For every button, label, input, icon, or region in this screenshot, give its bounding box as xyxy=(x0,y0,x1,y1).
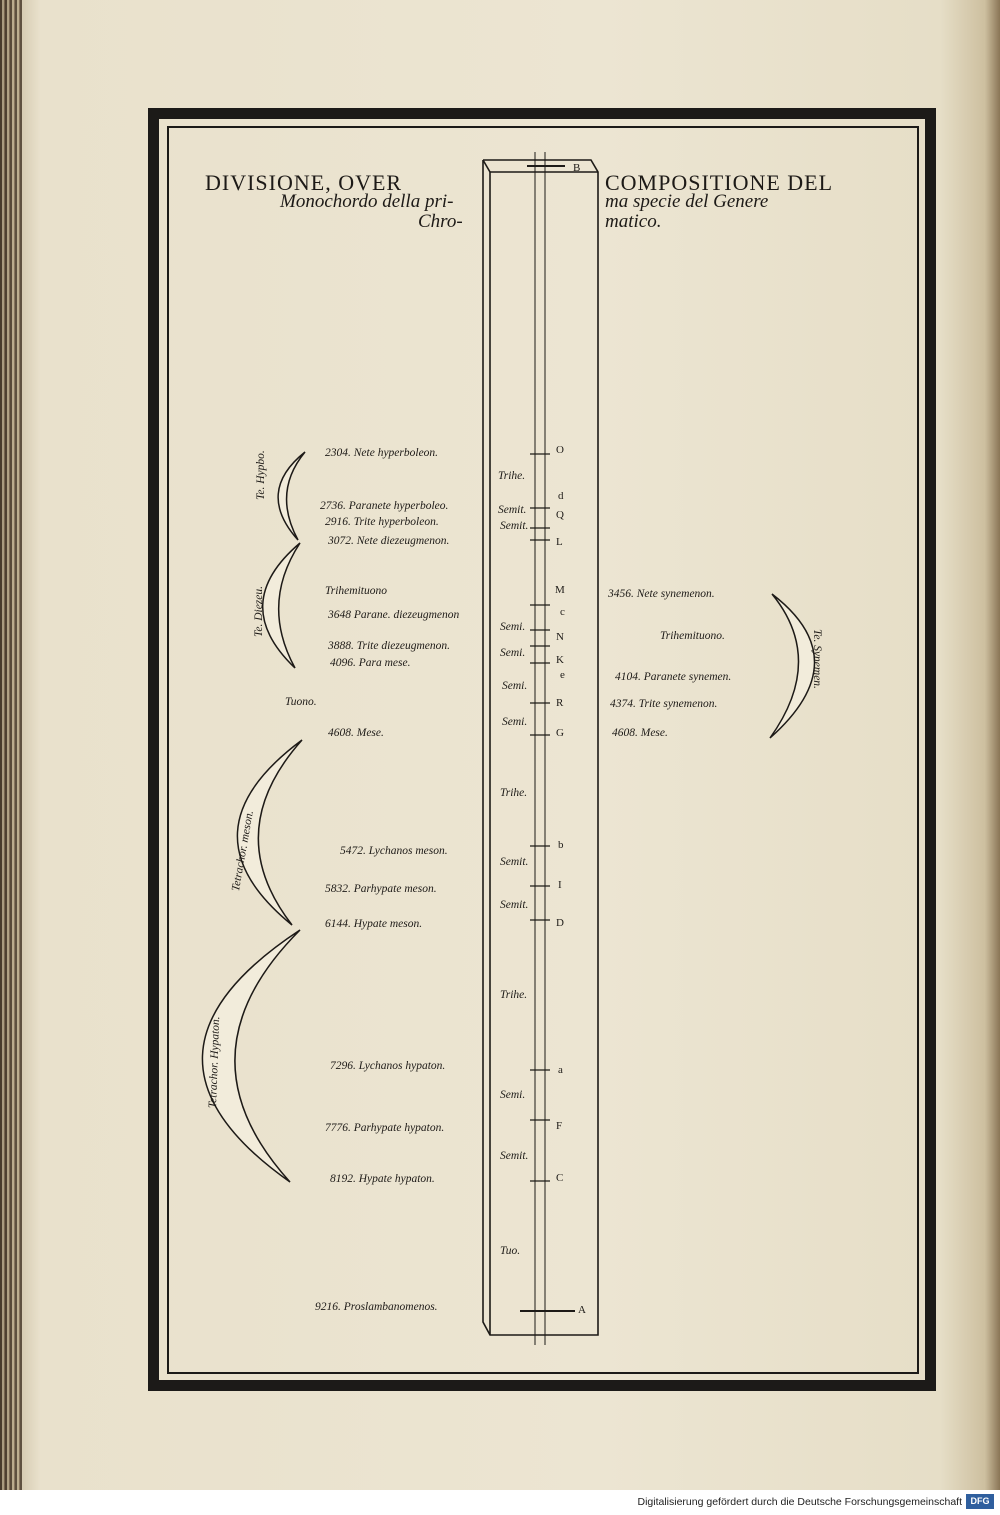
monochord-interval: Semit. xyxy=(498,504,527,516)
monochord-interval: Tuo. xyxy=(500,1245,521,1257)
string-label: 3456. Nete synemenon. xyxy=(608,588,715,600)
monochord-letter: I xyxy=(558,879,562,891)
monochord-letter: D xyxy=(556,917,564,929)
string-label: 2916. Trite hyperboleon. xyxy=(325,516,439,528)
monochord-interval: Semi. xyxy=(500,1089,526,1101)
tetrachord-meson-label: Tetrachor. meson. xyxy=(230,809,257,893)
monochord-letter: A xyxy=(578,1304,586,1316)
tetrachord-hyperboleon-label: Te. Hypbo. xyxy=(255,450,267,500)
monochord-letter: O xyxy=(556,444,564,456)
monochord-interval: Trihe. xyxy=(498,470,526,482)
interval-label: Tuono. xyxy=(285,696,317,708)
string-label: 3648 Parane. diezeugmenon xyxy=(328,609,460,621)
monochord-letter: C xyxy=(556,1172,564,1184)
heading-left-line1: DIVISIONE, OVER xyxy=(205,170,403,195)
string-label: 4104. Paranete synemen. xyxy=(615,671,732,683)
footer-credit: Digitalisierung gefördert durch die Deutsche Forschungsgemeinschaft xyxy=(637,1496,962,1508)
string-label: 6144. Hypate meson. xyxy=(325,918,423,930)
monochord-letter: Q xyxy=(556,509,564,521)
dfg-logo: DFG xyxy=(966,1494,994,1509)
arc-hyperboleon xyxy=(278,452,305,540)
heading-right-line2: ma specie del Genere xyxy=(605,191,769,212)
monochord-letter: G xyxy=(556,727,564,739)
monochord-interval: Semi. xyxy=(502,680,528,692)
monochord-letter: F xyxy=(556,1120,563,1132)
monochord-interval: Semit. xyxy=(500,1150,529,1162)
monochord-interval: Trihe. xyxy=(500,787,528,799)
string-label: 4374. Trite synemenon. xyxy=(610,698,718,710)
interval-label: Trihemituono. xyxy=(660,630,725,642)
arc-diezeugmenon xyxy=(263,543,300,668)
tetrachord-hypaton-label: Tetrachor. Hypaton. xyxy=(207,1016,223,1109)
string-label: 5472. Lychanos meson. xyxy=(340,845,448,857)
monochord-interval: Semi. xyxy=(500,647,526,659)
heading-right-line3: matico. xyxy=(605,211,662,232)
monochord-interval: Semit. xyxy=(500,856,529,868)
monochord-interval: Semit. xyxy=(500,520,529,532)
string-label: 3888. Trite diezeugmenon. xyxy=(328,640,451,652)
monochord-letter: c xyxy=(560,606,565,618)
heading-right-line1: COMPOSITIONE DEL xyxy=(605,170,834,195)
monochord-letter: N xyxy=(556,631,564,643)
monochord-letter: b xyxy=(558,839,564,851)
monochord-letter: M xyxy=(555,584,565,596)
footer-bar xyxy=(0,1490,1000,1515)
monochord-letter: R xyxy=(556,697,564,709)
interval-label: Trihemituono xyxy=(325,585,387,597)
string-label: 4096. Para mese. xyxy=(330,657,411,669)
heading-left-line3: Chro- xyxy=(418,211,463,232)
string-label: 4608. Mese. xyxy=(612,727,668,739)
monochord-interval: Semi. xyxy=(502,716,528,728)
monochord-letter: e xyxy=(560,669,565,681)
string-label: 8192. Hypate hypaton. xyxy=(330,1173,435,1185)
string-label: 7776. Parhypate hypaton. xyxy=(325,1122,445,1134)
tetrachord-diezeugmenon-label: Te. Diezeu. xyxy=(253,585,265,637)
string-label: 4608. Mese. xyxy=(328,727,384,739)
string-label: 7296. Lychanos hypaton. xyxy=(330,1060,446,1072)
tetrachord-synemenon-label: Te. Synemen. xyxy=(811,629,823,689)
monochord-letter: K xyxy=(556,654,564,666)
monochord-letter: B xyxy=(573,162,581,174)
string-label: 3072. Nete diezeugmenon. xyxy=(328,535,450,547)
monochord-interval: Semit. xyxy=(500,899,529,911)
string-label: 2736. Paranete hyperboleo. xyxy=(320,500,449,512)
string-ticks xyxy=(530,454,550,1181)
string-label: 5832. Parhypate meson. xyxy=(325,883,437,895)
string-label: 2304. Nete hyperboleon. xyxy=(325,447,439,459)
monochord-letter: L xyxy=(556,536,563,548)
string-label: 9216. Proslambanomenos. xyxy=(315,1301,438,1313)
monochord-letter: a xyxy=(558,1064,563,1076)
heading-left-line2: Monochordo della pri- xyxy=(280,191,454,212)
monochord-letter: d xyxy=(558,490,564,502)
arc-synemenon xyxy=(770,594,815,738)
monochord-interval: Semi. xyxy=(500,621,526,633)
monochord-interval: Trihe. xyxy=(500,989,528,1001)
